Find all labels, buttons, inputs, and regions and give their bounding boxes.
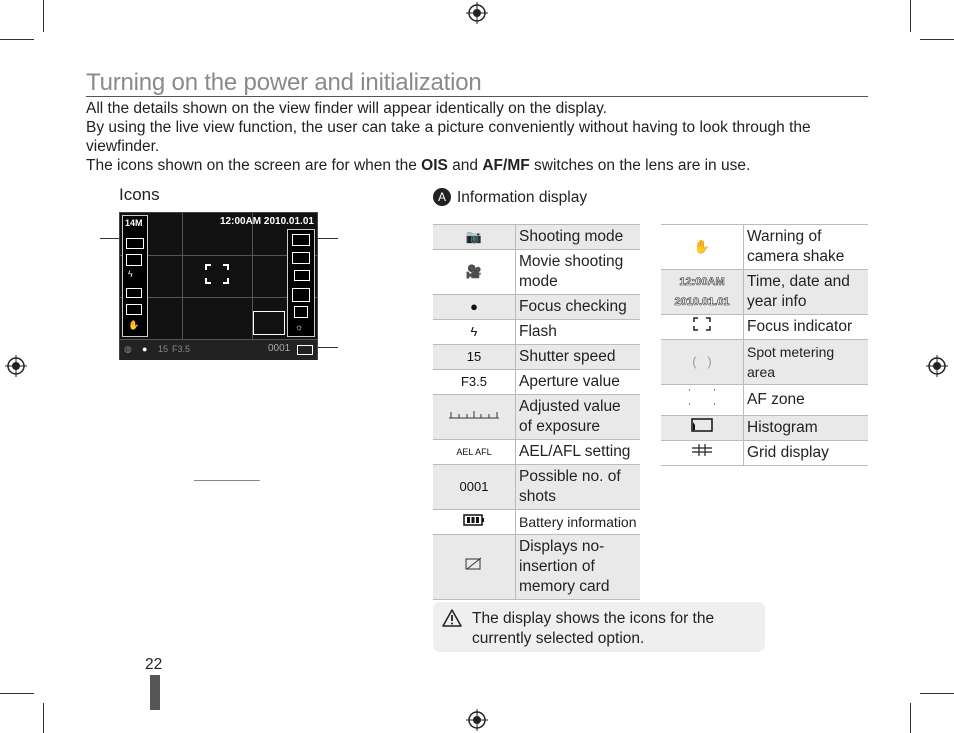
resolution-icon: 14M — [125, 218, 143, 228]
row-label: Time, date and year info — [744, 270, 869, 315]
table-row — [433, 250, 640, 295]
row-label: Shooting mode — [516, 225, 641, 250]
crop-mark — [0, 39, 34, 40]
viewfinder-date: 12:00AM 2010.01.01 — [220, 216, 314, 227]
row-label: Spot metering area — [744, 340, 869, 385]
aperture-readout: F3.5 — [172, 344, 191, 354]
table-row — [433, 370, 640, 395]
table-row — [433, 440, 640, 465]
viewfinder-illustration — [119, 212, 318, 360]
grid-icon — [661, 441, 744, 466]
mode-icon: ◍ — [124, 344, 132, 354]
af-mode-icon — [292, 252, 310, 264]
histogram-icon — [253, 311, 285, 335]
crop-mark — [43, 0, 44, 32]
row-label: Possible no. of shots — [516, 465, 641, 510]
heading-text: Information display — [457, 189, 588, 206]
info-table-left — [433, 224, 640, 600]
no-card-icon — [433, 535, 516, 600]
note-text: The display shows the icons for the currently selected option. — [472, 610, 715, 647]
row-label: Histogram — [744, 416, 869, 441]
registration-mark-icon — [466, 2, 488, 24]
row-label: Shutter speed — [516, 345, 641, 370]
row-label: AEL/AFL setting — [516, 440, 641, 465]
flash-icon: ϟ — [128, 269, 133, 279]
intro-fragment: switches on the lens are in use. — [529, 157, 751, 174]
row-label: Movie shooting mode — [516, 250, 641, 295]
viewfinder-right-panel — [287, 229, 315, 337]
focus-bracket-icon — [661, 315, 744, 340]
table-row — [433, 295, 640, 320]
table-row — [433, 535, 640, 600]
intro-line: All the details shown on the view finder will appear identically on the display. — [86, 100, 607, 117]
table-row — [433, 465, 640, 510]
dot-icon: ● — [433, 295, 516, 320]
effect-icon: ☼ — [295, 322, 304, 332]
registration-mark-icon — [926, 355, 948, 377]
row-label: Warning of camera shake — [744, 225, 869, 270]
histogram-icon — [661, 416, 744, 441]
title-rule — [86, 96, 868, 97]
info-display-heading — [433, 188, 587, 207]
leader-line — [100, 238, 120, 239]
row-label: Focus indicator — [744, 315, 869, 340]
table-row — [433, 395, 640, 440]
focus-dot-icon: ● — [142, 344, 148, 354]
shots-readout: 0001 — [268, 343, 291, 354]
table-row — [661, 225, 868, 270]
row-label: Battery information — [516, 510, 641, 535]
frame-icon — [292, 234, 310, 246]
row-label: Adjusted value of exposure — [516, 395, 641, 440]
row-label: Focus checking — [516, 295, 641, 320]
icons-heading: Icons — [119, 185, 160, 204]
intro-line — [86, 156, 876, 175]
row-label: Grid display — [744, 441, 869, 466]
info-table-right — [661, 224, 868, 466]
table-row — [433, 320, 640, 345]
crop-mark — [910, 0, 911, 32]
shake-icon: ✋ — [128, 320, 140, 330]
camera-p-icon: 📷 — [433, 225, 516, 250]
row-label: Flash — [516, 320, 641, 345]
table-row — [433, 345, 640, 370]
leader-line — [316, 347, 338, 348]
exposure-scale-icon — [194, 470, 260, 481]
ois-term: OIS — [421, 157, 448, 174]
focus-bracket-icon — [204, 263, 230, 285]
leader-line — [316, 238, 338, 239]
page-title: Turning on the power and initialization — [86, 69, 482, 96]
spot-icon: ( ) — [661, 340, 744, 385]
viewfinder-left-panel — [122, 215, 148, 337]
afmf-term: AF/MF — [482, 157, 530, 174]
battery-icon — [433, 510, 516, 535]
ael-afl-value: AEL AFL — [433, 440, 516, 465]
drive-icon — [126, 254, 142, 266]
iso-auto-icon — [292, 288, 310, 302]
registration-mark-icon — [5, 355, 27, 377]
crop-mark — [0, 693, 34, 694]
crop-mark — [920, 39, 954, 40]
quality-icon — [126, 238, 144, 249]
wb-icon — [294, 270, 310, 281]
battery-icon — [297, 345, 313, 355]
iso-icon — [126, 304, 142, 315]
table-row — [433, 225, 640, 250]
shutter-readout: 15 — [158, 344, 169, 354]
table-row — [661, 270, 868, 315]
aperture-value: F3.5 — [433, 370, 516, 395]
table-row — [433, 510, 640, 535]
exposure-scale-icon — [433, 395, 516, 440]
row-label: AF zone — [744, 385, 869, 416]
metering-icon — [126, 288, 142, 298]
row-label: Displays no-insertion of memory card — [516, 535, 641, 600]
crop-mark — [920, 693, 954, 694]
crop-mark — [43, 703, 44, 733]
page-tab-bar — [150, 675, 160, 710]
date-time-value: 12:00AM 2010.01.01 — [661, 270, 744, 315]
movie-icon: 🎥 — [433, 250, 516, 295]
intro-text — [86, 99, 876, 175]
shots-value: 0001 — [433, 465, 516, 510]
table-row — [661, 441, 868, 466]
flash-icon: ϟ — [433, 320, 516, 345]
intro-line: By using the live view function, the user can take a picture conveniently without having to look through the viewfinder. — [86, 119, 811, 155]
page-number: 22 — [145, 656, 163, 673]
shutter-value: 15 — [433, 345, 516, 370]
warning-icon — [442, 609, 462, 627]
intro-fragment: The icons shown on the screen are for when the — [86, 157, 422, 174]
shake-icon: ✋ — [661, 225, 744, 270]
table-row — [661, 385, 868, 416]
af-zone-icon — [661, 385, 744, 416]
viewfinder-status-bar — [120, 339, 317, 360]
table-row — [661, 315, 868, 340]
table-row — [661, 416, 868, 441]
row-label: Aperture value — [516, 370, 641, 395]
crop-mark — [910, 703, 911, 733]
badge-a: A — [433, 188, 451, 206]
registration-mark-icon — [466, 709, 488, 731]
picture-wizard-icon — [294, 306, 308, 318]
intro-fragment: and — [447, 157, 483, 174]
table-row — [661, 340, 868, 385]
